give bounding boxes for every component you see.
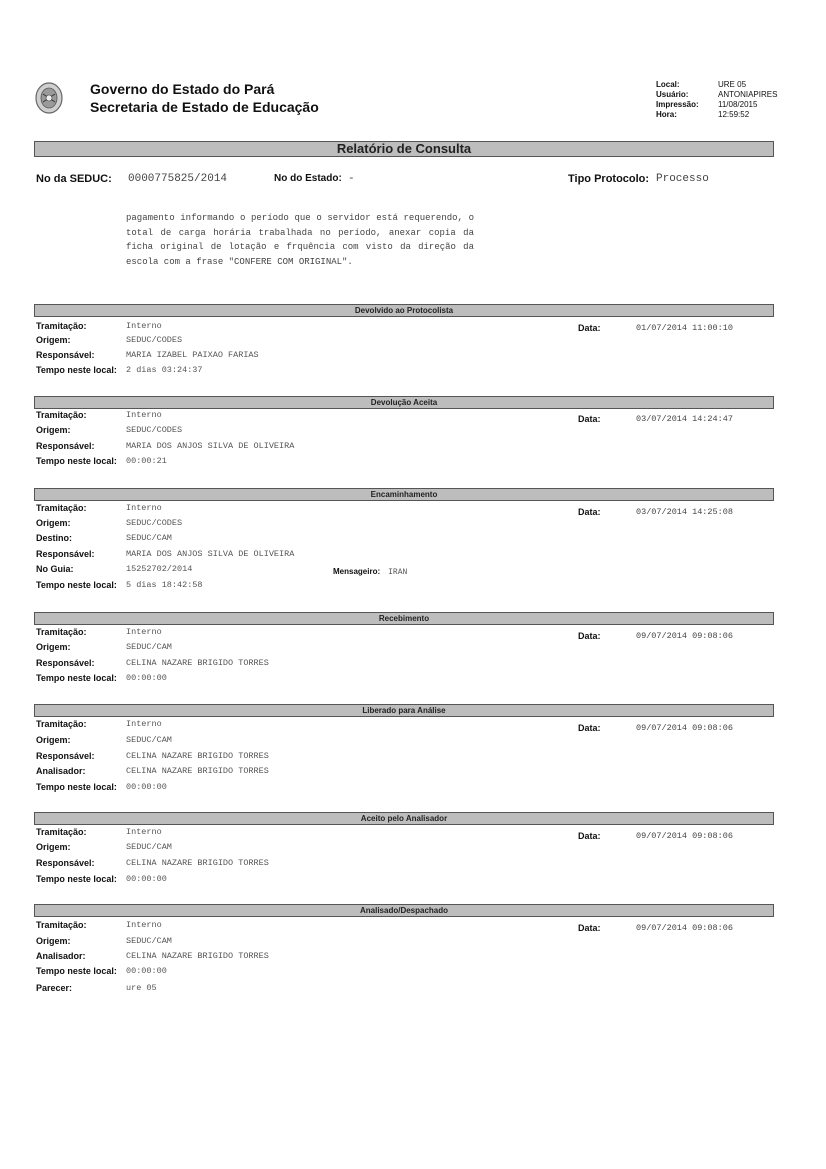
- field-value: SEDUC/CAM: [126, 642, 172, 652]
- protocol-info: [36, 173, 776, 189]
- state-number-label: No do Estado:: [274, 173, 342, 184]
- date-value: 09/07/2014 09:08:06: [636, 831, 733, 841]
- section-title-devolvido: Devolvido ao Protocolista: [34, 304, 774, 317]
- date-value: 03/07/2014 14:24:47: [636, 414, 733, 424]
- field-label: Responsável:: [36, 350, 95, 360]
- field-value: Interno: [126, 321, 162, 331]
- field-label: Responsável:: [36, 549, 95, 559]
- field-label: Tempo neste local:: [36, 874, 117, 884]
- date-label: Data:: [578, 923, 601, 933]
- field-value: Interno: [126, 719, 162, 729]
- field-label: Parecer:: [36, 983, 73, 993]
- date-label: Data:: [578, 507, 601, 517]
- field-label: Responsável:: [36, 751, 95, 761]
- date-label: Data:: [578, 831, 601, 841]
- meta-label: Local:: [656, 80, 680, 89]
- field-value: 2 dias 03:24:37: [126, 365, 203, 375]
- field-value: CELINA NAZARE BRIGIDO TORRES: [126, 766, 269, 776]
- field-label: Origem:: [36, 335, 71, 345]
- field-value: SEDUC/CAM: [126, 842, 172, 852]
- field-label: Analisador:: [36, 951, 86, 961]
- meta-value: URE 05: [718, 80, 747, 89]
- field-value: Interno: [126, 410, 162, 420]
- protocol-description: pagamento informando o período que o servidor está requerendo, o total de carga horária trabalhada no período, anexar copia da ficha original de lotação e frquência com visto da direção da escola com a frase "CONFERE COM ORIGINAL".: [126, 213, 474, 267]
- field-value: SEDUC/CODES: [126, 518, 183, 528]
- messenger: [333, 566, 407, 578]
- field-value: 5 dias 18:42:58: [126, 580, 203, 590]
- section-title-liberado: Liberado para Análise: [34, 704, 774, 717]
- field-label: Responsável:: [36, 658, 95, 668]
- meta-row-usuario: [656, 90, 777, 100]
- date-value: 03/07/2014 14:25:08: [636, 507, 733, 517]
- field-value: 00:00:21: [126, 456, 167, 466]
- field-label: Responsável:: [36, 858, 95, 868]
- field-label: Origem:: [36, 518, 71, 528]
- section-title-recebimento: Recebimento: [34, 612, 774, 625]
- field-label: Analisador:: [36, 766, 86, 776]
- field-value: CELINA NAZARE BRIGIDO TORRES: [126, 858, 269, 868]
- page-header: [34, 76, 794, 126]
- date-label: Data:: [578, 323, 601, 333]
- field-value: CELINA NAZARE BRIGIDO TORRES: [126, 751, 269, 761]
- field-label: Tempo neste local:: [36, 580, 117, 590]
- government-line-2: Secretaria de Estado de Educação: [90, 99, 319, 115]
- field-label: No Guia:: [36, 564, 74, 574]
- field-value: Interno: [126, 827, 162, 837]
- field-label: Origem:: [36, 936, 71, 946]
- date-label: Data:: [578, 414, 601, 424]
- protocol-type-label: Tipo Protocolo:: [568, 173, 650, 185]
- field-value: MARIA DOS ANJOS SILVA DE OLIVEIRA: [126, 441, 295, 451]
- field-value: SEDUC/CODES: [126, 425, 183, 435]
- field-value: SEDUC/CODES: [126, 335, 183, 345]
- field-value: SEDUC/CAM: [126, 533, 172, 543]
- field-value: CELINA NAZARE BRIGIDO TORRES: [126, 658, 269, 668]
- section-title-devolucao-aceita: Devolução Aceita: [34, 396, 774, 409]
- meta-label: Impressão:: [656, 100, 699, 109]
- field-label: Tempo neste local:: [36, 673, 117, 683]
- seduc-number-value: 0000775825/2014: [128, 173, 228, 185]
- date-value: 09/07/2014 09:08:06: [636, 631, 733, 641]
- field-value: 00:00:00: [126, 966, 167, 976]
- date-label: Data:: [578, 631, 601, 641]
- government-title: [90, 80, 319, 116]
- section-title-encaminhamento: Encaminhamento: [34, 488, 774, 501]
- field-value: 00:00:00: [126, 782, 167, 792]
- meta-value: 12:59:52: [718, 110, 750, 119]
- field-value: 00:00:00: [126, 673, 167, 683]
- field-value: SEDUC/CAM: [126, 936, 172, 946]
- meta-row-hora: [656, 110, 777, 120]
- state-seal-icon: [34, 80, 64, 116]
- field-label: Tramitação:: [36, 321, 87, 331]
- date-value: 09/07/2014 09:08:06: [636, 723, 733, 733]
- messenger-label: Mensageiro:: [333, 567, 381, 576]
- meta-row-local: [656, 80, 777, 90]
- field-label: Tempo neste local:: [36, 782, 117, 792]
- meta-value: ANTONIAPIRES: [718, 90, 778, 99]
- field-label: Origem:: [36, 425, 71, 435]
- field-label: Tempo neste local:: [36, 456, 117, 466]
- field-label: Tramitação:: [36, 719, 87, 729]
- date-value: 09/07/2014 09:08:06: [636, 923, 733, 933]
- government-line-1: Governo do Estado do Pará: [90, 81, 275, 97]
- field-value: Interno: [126, 627, 162, 637]
- date-label: Data:: [578, 723, 601, 733]
- field-label: Tramitação:: [36, 410, 87, 420]
- meta-row-impressao: [656, 100, 777, 110]
- section-title-analisado: Analisado/Despachado: [34, 904, 774, 917]
- field-value: SEDUC/CAM: [126, 735, 172, 745]
- field-value: 00:00:00: [126, 874, 167, 884]
- messenger-value: IRAN: [388, 568, 408, 577]
- field-value: MARIA DOS ANJOS SILVA DE OLIVEIRA: [126, 549, 295, 559]
- date-value: 01/07/2014 11:00:10: [636, 323, 733, 333]
- field-label: Tramitação:: [36, 627, 87, 637]
- field-label: Origem:: [36, 642, 71, 652]
- meta-value: 11/08/2015: [718, 100, 758, 109]
- meta-label: Usuário:: [656, 90, 689, 99]
- field-label: Tramitação:: [36, 920, 87, 930]
- field-value: 15252702/2014: [126, 564, 193, 574]
- field-value: ure 05: [126, 983, 157, 993]
- section-title-aceito: Aceito pelo Analisador: [34, 812, 774, 825]
- seduc-number-label: No da SEDUC:: [36, 173, 112, 185]
- field-label: Destino:: [36, 533, 72, 543]
- state-number-value: -: [348, 173, 355, 185]
- field-label: Tramitação:: [36, 503, 87, 513]
- print-metadata: [656, 80, 777, 120]
- field-label: Tramitação:: [36, 827, 87, 837]
- protocol-type-value: Processo: [656, 173, 709, 185]
- report-title-bar: Relatório de Consulta: [34, 141, 774, 157]
- field-value: Interno: [126, 920, 162, 930]
- field-label: Origem:: [36, 842, 71, 852]
- field-label: Tempo neste local:: [36, 365, 117, 375]
- meta-label: Hora:: [656, 110, 677, 119]
- field-value: CELINA NAZARE BRIGIDO TORRES: [126, 951, 269, 961]
- field-label: Responsável:: [36, 441, 95, 451]
- field-value: MARIA IZABEL PAIXAO FARIAS: [126, 350, 259, 360]
- field-value: Interno: [126, 503, 162, 513]
- field-label: Origem:: [36, 735, 71, 745]
- field-label: Tempo neste local:: [36, 966, 117, 976]
